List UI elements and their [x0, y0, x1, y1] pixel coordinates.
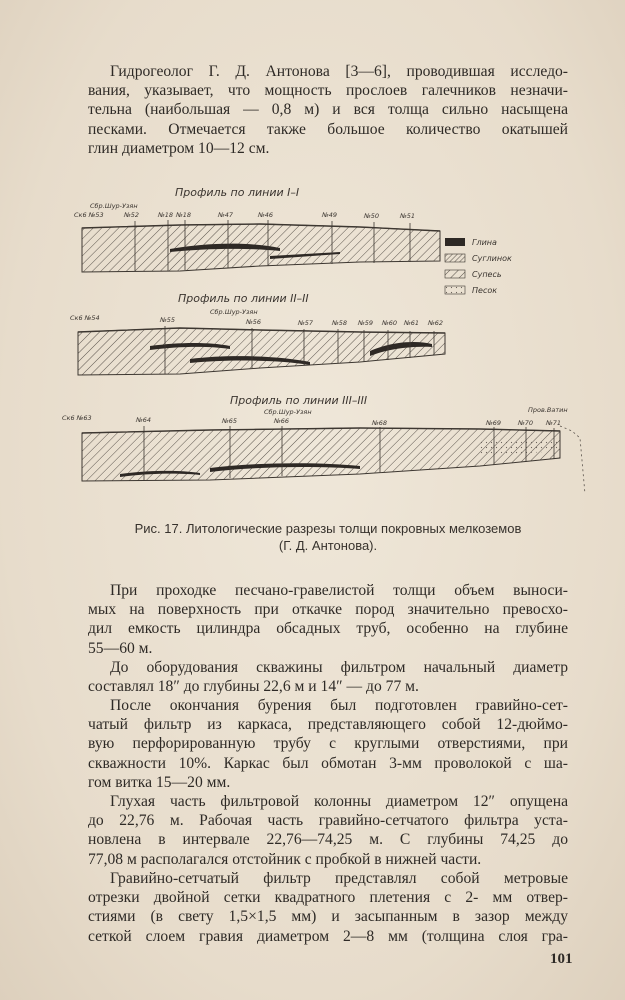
- well-label: №47: [218, 211, 234, 219]
- legend-label: Песок: [472, 286, 498, 295]
- caption-line: Рис. 17. Литологические разрезы толщи покровных мелкоземов: [134, 521, 522, 536]
- well-label: Сбр.Шур-Узян: [210, 308, 258, 316]
- well-label: №65: [222, 417, 238, 425]
- text-line: до 22,76 м. Рабочая часть гравийно-сетчатого фильтра уста-: [88, 812, 568, 830]
- text-line: При проходке песчано-гравелистой толщи объем выноси-: [110, 582, 568, 599]
- well-label: Ск6 №53: [74, 211, 104, 219]
- legend: [445, 238, 512, 295]
- legend-swatch-loam: [445, 254, 465, 262]
- well-label: №60: [382, 319, 398, 327]
- paragraph: [88, 792, 568, 869]
- text-line: Гравийно-сетчатый фильтр представлял собой метровые: [110, 870, 568, 887]
- well-label: Сбр.Шур-Узян: [90, 202, 138, 210]
- text-line: скважности 10%. Каркас был обмотан 3-мм проволокой с ша-: [88, 754, 568, 772]
- text-line: песками. Отмечается также большое количество окатышей: [88, 120, 568, 138]
- legend-swatch-clay: [445, 238, 465, 246]
- legend-swatch-sand: [445, 286, 465, 294]
- profile-2-title: Профиль по линии II–II: [178, 292, 309, 305]
- well-label: №58: [332, 319, 348, 327]
- figure-caption: [88, 520, 568, 554]
- text-line: 55—60 м.: [88, 639, 153, 657]
- well-label: №69: [486, 419, 502, 427]
- text-line: сеткой слоем гравия диаметром 2—8 мм (толщина слоя гра-: [88, 927, 568, 945]
- lithological-profiles-figure: [60, 176, 590, 506]
- well-label: Ск6 №63: [62, 414, 92, 422]
- text-line: вания, указывает, что мощность прослоев галечников незначи-: [88, 82, 568, 100]
- well-label: №50: [364, 212, 380, 220]
- well-label: №18: [158, 211, 174, 219]
- text-line: Гидрогеолог Г. Д. Антонова [3—6], проводившая исследо-: [110, 63, 568, 80]
- text-line: Глухая часть фильтровой колонны диаметром 12″ опущена: [110, 793, 568, 810]
- paragraph: [88, 658, 568, 696]
- legend-swatch-sandy-loam: [445, 270, 465, 278]
- text-line: гом витка 15—20 мм.: [88, 773, 231, 791]
- well-label: №70: [518, 419, 534, 427]
- text-line: составлял 18″ до глубины 22,6 м и 14″ — до 77 м.: [88, 678, 419, 696]
- well-label: №59: [358, 319, 374, 327]
- paragraph: [88, 581, 568, 658]
- well-label: №18: [176, 211, 192, 219]
- legend-label: Супесь: [472, 270, 502, 279]
- well-label: №57: [298, 319, 314, 327]
- legend-label: Суглинок: [472, 254, 512, 263]
- text-line: чатый фильтр из каркаса, представляющего собой 12-дюймо-: [88, 716, 568, 734]
- well-label: №66: [274, 417, 290, 425]
- well-label: №46: [258, 211, 274, 219]
- text-line: После окончания бурения был подготовлен гравийно-сет-: [110, 697, 568, 714]
- profile-3: [62, 394, 585, 494]
- well-label: Сбр.Шур-Узян: [264, 408, 312, 416]
- well-label: Пров.Ватин: [528, 406, 568, 414]
- well-label: Ск6 №54: [70, 314, 100, 322]
- well-label: №51: [400, 212, 416, 220]
- paragraph-top: [88, 62, 568, 158]
- page-number: 101: [550, 951, 573, 967]
- well-label: №56: [246, 318, 262, 326]
- well-label: №71: [546, 419, 562, 427]
- profile-2: [70, 292, 445, 375]
- text-line: вую перфорированную трубу с круглыми отверстиями, при: [88, 735, 568, 753]
- well-label: №52: [124, 211, 140, 219]
- paragraph: [88, 696, 568, 792]
- well-label: №55: [160, 316, 176, 324]
- legend-label: Глина: [472, 238, 497, 247]
- well-label: №49: [322, 211, 338, 219]
- text-line: дил емкость цилиндра обсадных труб, особенно на глубине: [88, 620, 568, 638]
- paragraph: [88, 869, 568, 946]
- profile-1-title: Профиль по линии I–I: [175, 186, 300, 199]
- text-line: 77,08 м располагался отстойник с пробкой в нижней части.: [88, 850, 482, 868]
- text-line: стиями (в свету 1,5×1,5 мм) и засыпанным в зазор между: [88, 908, 568, 926]
- well-label: №61: [404, 319, 420, 327]
- well-label: №64: [136, 416, 152, 424]
- well-label: №68: [372, 419, 388, 427]
- text-line: отрезки двойной сетки квадратного плетения с 2- мм отвер-: [88, 889, 568, 907]
- text-line: новлена в интервале 22,76—74,25 м. С глубины 74,25 до: [88, 831, 568, 849]
- well-label: №62: [428, 319, 444, 327]
- text-line: До оборудования скважины фильтром начальный диаметр: [110, 659, 568, 676]
- profile-3-title: Профиль по линии III–III: [230, 394, 368, 407]
- text-line: тельна (наибольшая — 0,8 м) и вся толща сильно насыщена: [88, 101, 568, 119]
- text-line: глин диаметром 10—12 см.: [88, 139, 270, 157]
- text-line: мых на поверхность при откачке пород значительно превосхо-: [88, 601, 568, 619]
- caption-line: (Г. Д. Антонова).: [278, 538, 378, 553]
- profile-1: [74, 186, 440, 272]
